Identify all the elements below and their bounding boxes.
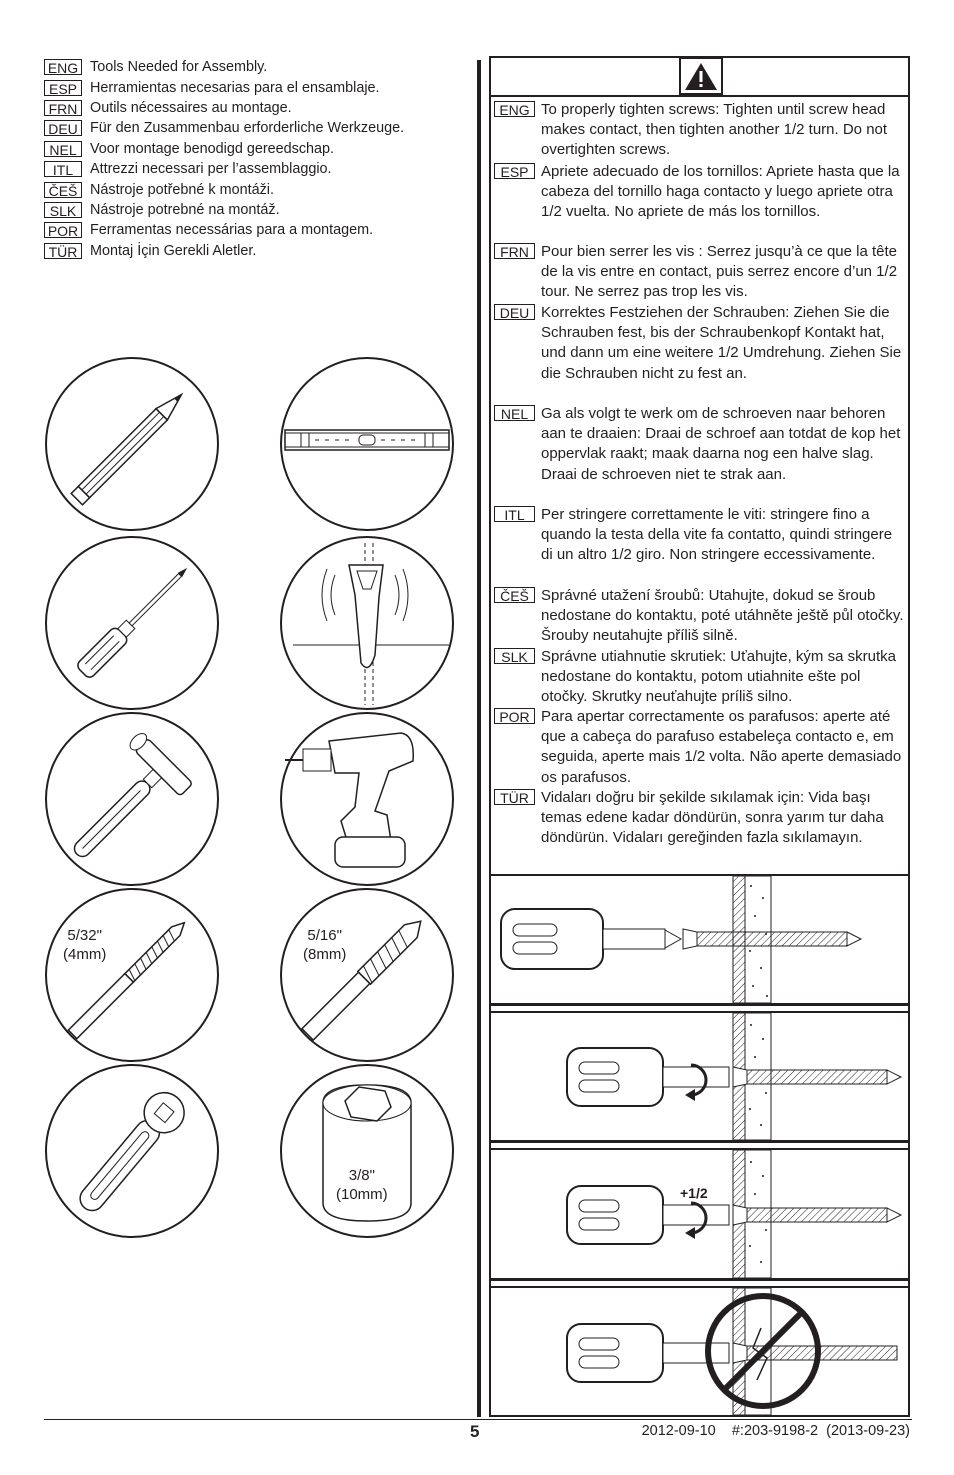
language-code: POR xyxy=(44,222,82,238)
plus-half-turn-label: +1/2 xyxy=(680,1185,708,1201)
step-separator xyxy=(489,1140,910,1143)
tools-needed-item xyxy=(44,77,464,97)
screwdriver-icon xyxy=(44,535,220,711)
warning-header-separator xyxy=(489,95,910,97)
drill-bit-large-label: 5/16" (8mm) xyxy=(303,927,347,963)
warning-text: To properly tighten screws: Tighten until screw head makes contact, then tighten another 1/2 turn. Do not overtighten screws. xyxy=(541,101,888,159)
language-code: ENG xyxy=(494,101,535,117)
ratchet-icon xyxy=(44,1063,220,1239)
tools-needed-text: Attrezzi necessari per l’assemblaggio. xyxy=(90,161,332,178)
language-code: ITL xyxy=(44,161,82,177)
warning-entry xyxy=(494,404,906,485)
warning-text: Pour bien serrer les vis : Serrez jusqu’à ce que la tête de la vis entre en contact, puis serrez encore d’un 1/2 tour. Ne serrez pas trop les vis. xyxy=(541,243,898,301)
step-separator xyxy=(489,1003,910,1006)
language-code: NEL xyxy=(44,141,82,157)
language-code: FRN xyxy=(44,100,82,116)
warning-text: Správné utažení šroubů: Utahujte, dokud se šroub nedostane do kontaktu, poté utáhněte ještě půl otočky. Šrouby neutahujte příliš silně. xyxy=(541,587,904,645)
tools-needed-item xyxy=(44,118,464,138)
warning-entry xyxy=(494,162,906,223)
warning-entry xyxy=(494,586,906,647)
warning-entry xyxy=(494,707,906,788)
socket-icon xyxy=(279,1063,455,1239)
language-code: FRN xyxy=(494,243,535,259)
tools-needed-text: Outils nécessaires au montage. xyxy=(90,99,292,116)
step-2-illustration xyxy=(491,1013,908,1140)
tools-needed-text: Voor montage benodigd gereedschap. xyxy=(90,140,335,157)
tools-needed-text: Tools Needed for Assembly. xyxy=(90,59,268,76)
tools-needed-text: Herramientas necesarias para el ensamblaje. xyxy=(90,79,380,96)
step-4-illustration xyxy=(491,1288,908,1415)
language-code: ESP xyxy=(494,163,535,179)
document-id: 2012-09-10 #:203-9198-2 (2013-09-23) xyxy=(641,1423,910,1439)
warning-triangle-icon xyxy=(679,57,723,95)
step-1-illustration xyxy=(491,876,908,1003)
language-code: SLK xyxy=(494,648,535,664)
warning-entry xyxy=(494,788,906,849)
warning-text: Korrektes Festziehen der Schrauben: Ziehen Sie die Schrauben fest, bis der Schraubenkopf Kontakt hat, und dann um eine weitere 1/2 Umdrehung. Ziehen Sie die Schrauben nicht zu fest an. xyxy=(541,304,902,382)
warning-entry xyxy=(494,100,906,161)
tools-needed-text: Nástroje potrebné na montáž. xyxy=(90,201,280,218)
warning-entry xyxy=(494,505,906,566)
language-code: TÜR xyxy=(494,789,535,805)
language-code: POR xyxy=(494,708,535,724)
language-code: ČEŠ xyxy=(44,182,82,198)
warning-text: Správne utiahnutie skrutiek: Uťahujte, kým sa skrutka nedostane do kontaktu, potom utiahnite ešte pol otočky. Skrutky neuťahujte príliš silno. xyxy=(541,648,896,706)
tools-needed-item xyxy=(44,179,464,199)
language-code: DEU xyxy=(494,304,535,320)
footer-rule xyxy=(44,1419,912,1420)
language-code: ENG xyxy=(44,59,82,75)
tools-needed-item xyxy=(44,241,464,261)
drill-bit-icon xyxy=(279,887,455,1063)
column-divider xyxy=(477,60,481,1417)
hammer-icon xyxy=(44,711,220,887)
warning-entry xyxy=(494,303,906,384)
level-icon xyxy=(279,356,455,532)
warning-text: Para apertar correctamente os parafusos: aperte até que a cabeça do parafuso estabeleça contacto e, em seguida, aperte mais 1/2 volta. Não aperte demasiado os parafusos. xyxy=(541,708,902,786)
tools-needed-text: Für den Zusammenbau erforderliche Werkzeuge. xyxy=(90,120,405,137)
language-code: DEU xyxy=(44,120,82,136)
language-code: NEL xyxy=(494,405,535,421)
pencil-icon xyxy=(44,356,220,532)
warning-entry xyxy=(494,242,906,303)
language-code: ČEŠ xyxy=(494,587,535,603)
drill-icon xyxy=(279,711,455,887)
warning-text: Ga als volgt te werk om de schroeven naar behoren aan te draaien: Draai de schroef aan totdat de kop het oppervlak raakt; maak daarna nog een halve slag. Draai de schroeven niet te strak aan. xyxy=(541,405,901,483)
tools-needed-item xyxy=(44,220,464,240)
stud-finder-icon xyxy=(279,535,455,711)
page-number: 5 xyxy=(470,1422,480,1441)
language-code: TÜR xyxy=(44,243,82,259)
socket-size-label: 3/8" (10mm) xyxy=(336,1167,388,1203)
tools-needed-item xyxy=(44,159,464,179)
language-code: ITL xyxy=(494,506,535,522)
step-separator xyxy=(489,1278,910,1281)
tools-needed-item xyxy=(44,98,464,118)
tools-needed-text: Montaj İçin Gerekli Aletler. xyxy=(90,242,257,259)
warning-entry xyxy=(494,647,906,708)
warning-text: Apriete adecuado de los tornillos: Apriete hasta que la cabeza del tornillo haga contacto y luego apriete otra 1/2 vuelta. No apriete de más los tornillos. xyxy=(541,163,900,221)
language-code: SLK xyxy=(44,202,82,218)
drill-bit-small-label: 5/32" (4mm) xyxy=(63,927,107,963)
step-3-illustration xyxy=(491,1150,908,1278)
drill-bit-icon xyxy=(44,887,220,1063)
warning-text: Per stringere correttamente le viti: stringere fino a quando la testa della vite fa contatto, quindi stringere di un altro 1/2 giro. Non stringere eccessivamente. xyxy=(541,506,893,564)
tools-needed-text: Nástroje potřebné k montáži. xyxy=(90,181,274,198)
tools-needed-list xyxy=(44,57,464,261)
tools-needed-item xyxy=(44,200,464,220)
tools-needed-item xyxy=(44,139,464,159)
tools-needed-item xyxy=(44,57,464,77)
tools-needed-text: Ferramentas necessárias para a montagem. xyxy=(90,222,374,239)
warning-text: Vidaları doğru bir şekilde sıkılamak için: Vida başı temas edene kadar döndürün, sonra yarım tur daha döndürün. Vidaları gereğinden fazla sıkılamayın. xyxy=(541,789,884,847)
language-code: ESP xyxy=(44,80,82,96)
